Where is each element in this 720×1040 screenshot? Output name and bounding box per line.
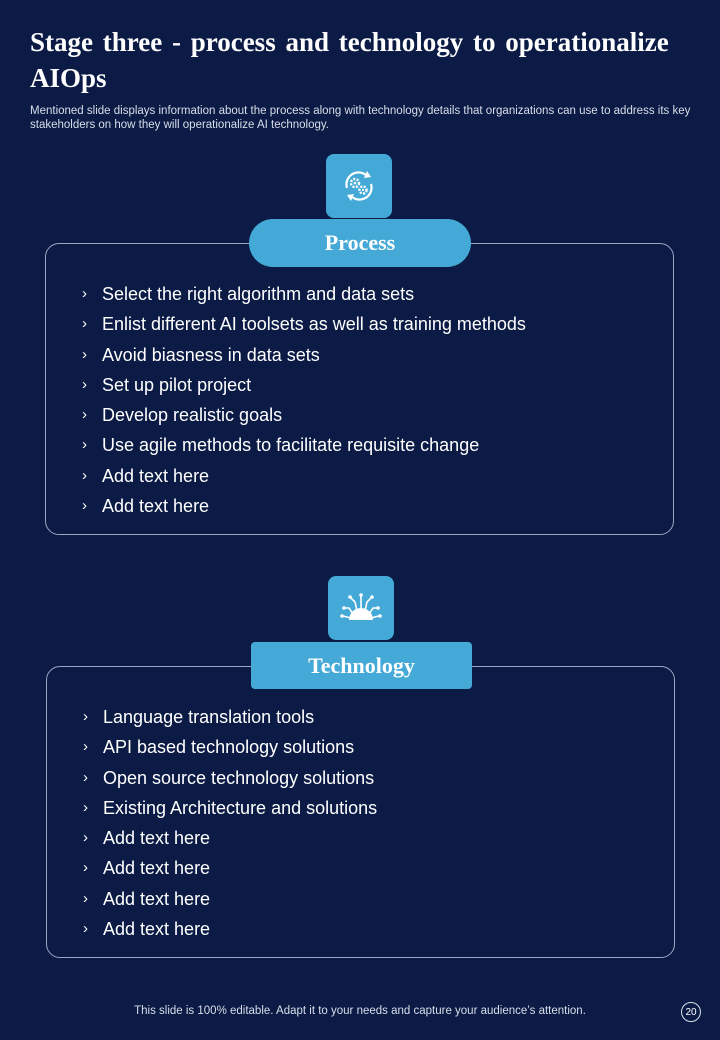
technology-item-text: Add text here xyxy=(103,888,211,909)
process-list-item xyxy=(82,370,526,400)
technology-item-text: Existing Architecture and solutions xyxy=(103,797,378,818)
process-item-text: Set up pilot project xyxy=(102,374,252,395)
chevron-right-icon: › xyxy=(83,708,88,725)
technology-list-item xyxy=(83,702,377,732)
process-list-item xyxy=(82,340,526,370)
chevron-right-icon: › xyxy=(83,738,88,756)
chevron-right-icon: › xyxy=(82,406,87,424)
chevron-right-icon: › xyxy=(83,859,88,877)
process-list-item xyxy=(82,491,526,521)
technology-list-item xyxy=(83,914,377,944)
chevron-right-icon: › xyxy=(82,375,87,393)
process-item-text: Use agile methods to facilitate requisite change xyxy=(102,435,480,456)
technology-list-item xyxy=(83,763,377,793)
process-list-item xyxy=(82,430,526,460)
process-item-text: Enlist different AI toolsets as well as training methods xyxy=(102,314,526,335)
circuit-brain-icon xyxy=(328,576,394,640)
chevron-right-icon: › xyxy=(82,315,87,333)
technology-list-item xyxy=(83,853,377,883)
technology-item-text: Open source technology solutions xyxy=(103,767,375,788)
process-list xyxy=(82,279,526,521)
chevron-right-icon: › xyxy=(83,768,88,786)
technology-list-item xyxy=(83,823,377,853)
process-label: Process xyxy=(249,219,471,267)
chevron-right-icon: › xyxy=(82,345,87,363)
chevron-right-icon: › xyxy=(82,436,87,454)
slide-title: Stage three - process and technology to operationalize AIOps xyxy=(30,27,669,93)
chevron-right-icon: › xyxy=(82,497,87,515)
page-number: 20 xyxy=(681,1002,701,1022)
chevron-right-icon: › xyxy=(82,466,87,484)
technology-item-text: Add text here xyxy=(103,919,211,940)
process-list-item xyxy=(82,461,526,491)
technology-list-item xyxy=(83,732,377,762)
slide-subtitle: Mentioned slide displays information about the process along with technology details that organizations can use to address its key stakeholders on how they will operationalize AI technology. xyxy=(30,105,691,131)
process-list-item xyxy=(82,279,526,309)
technology-item-text: Add text here xyxy=(103,828,211,849)
process-list-item xyxy=(82,309,526,339)
technology-list xyxy=(83,702,377,944)
chevron-right-icon: › xyxy=(83,798,88,816)
chevron-right-icon: › xyxy=(83,920,88,938)
process-item-text: Avoid biasness in data sets xyxy=(102,344,320,365)
chevron-right-icon: › xyxy=(83,889,88,907)
technology-list-item xyxy=(83,793,377,823)
process-item-text: Develop realistic goals xyxy=(102,405,283,426)
footer-note: This slide is 100% editable. Adapt it to your needs and capture your audience’s attention. xyxy=(134,1005,586,1017)
gears-cycle-icon xyxy=(326,154,392,218)
technology-item-text: Add text here xyxy=(103,858,211,879)
process-item-text: Select the right algorithm and data sets xyxy=(102,284,415,304)
technology-list-item xyxy=(83,884,377,914)
technology-item-text: API based technology solutions xyxy=(103,737,355,758)
technology-label: Technology xyxy=(251,642,472,689)
technology-item-text: Language translation tools xyxy=(103,707,315,727)
chevron-right-icon: › xyxy=(83,829,88,847)
process-list-item xyxy=(82,400,526,430)
chevron-right-icon: › xyxy=(82,285,87,302)
process-item-text: Add text here xyxy=(102,465,210,486)
process-item-text: Add text here xyxy=(102,496,210,517)
